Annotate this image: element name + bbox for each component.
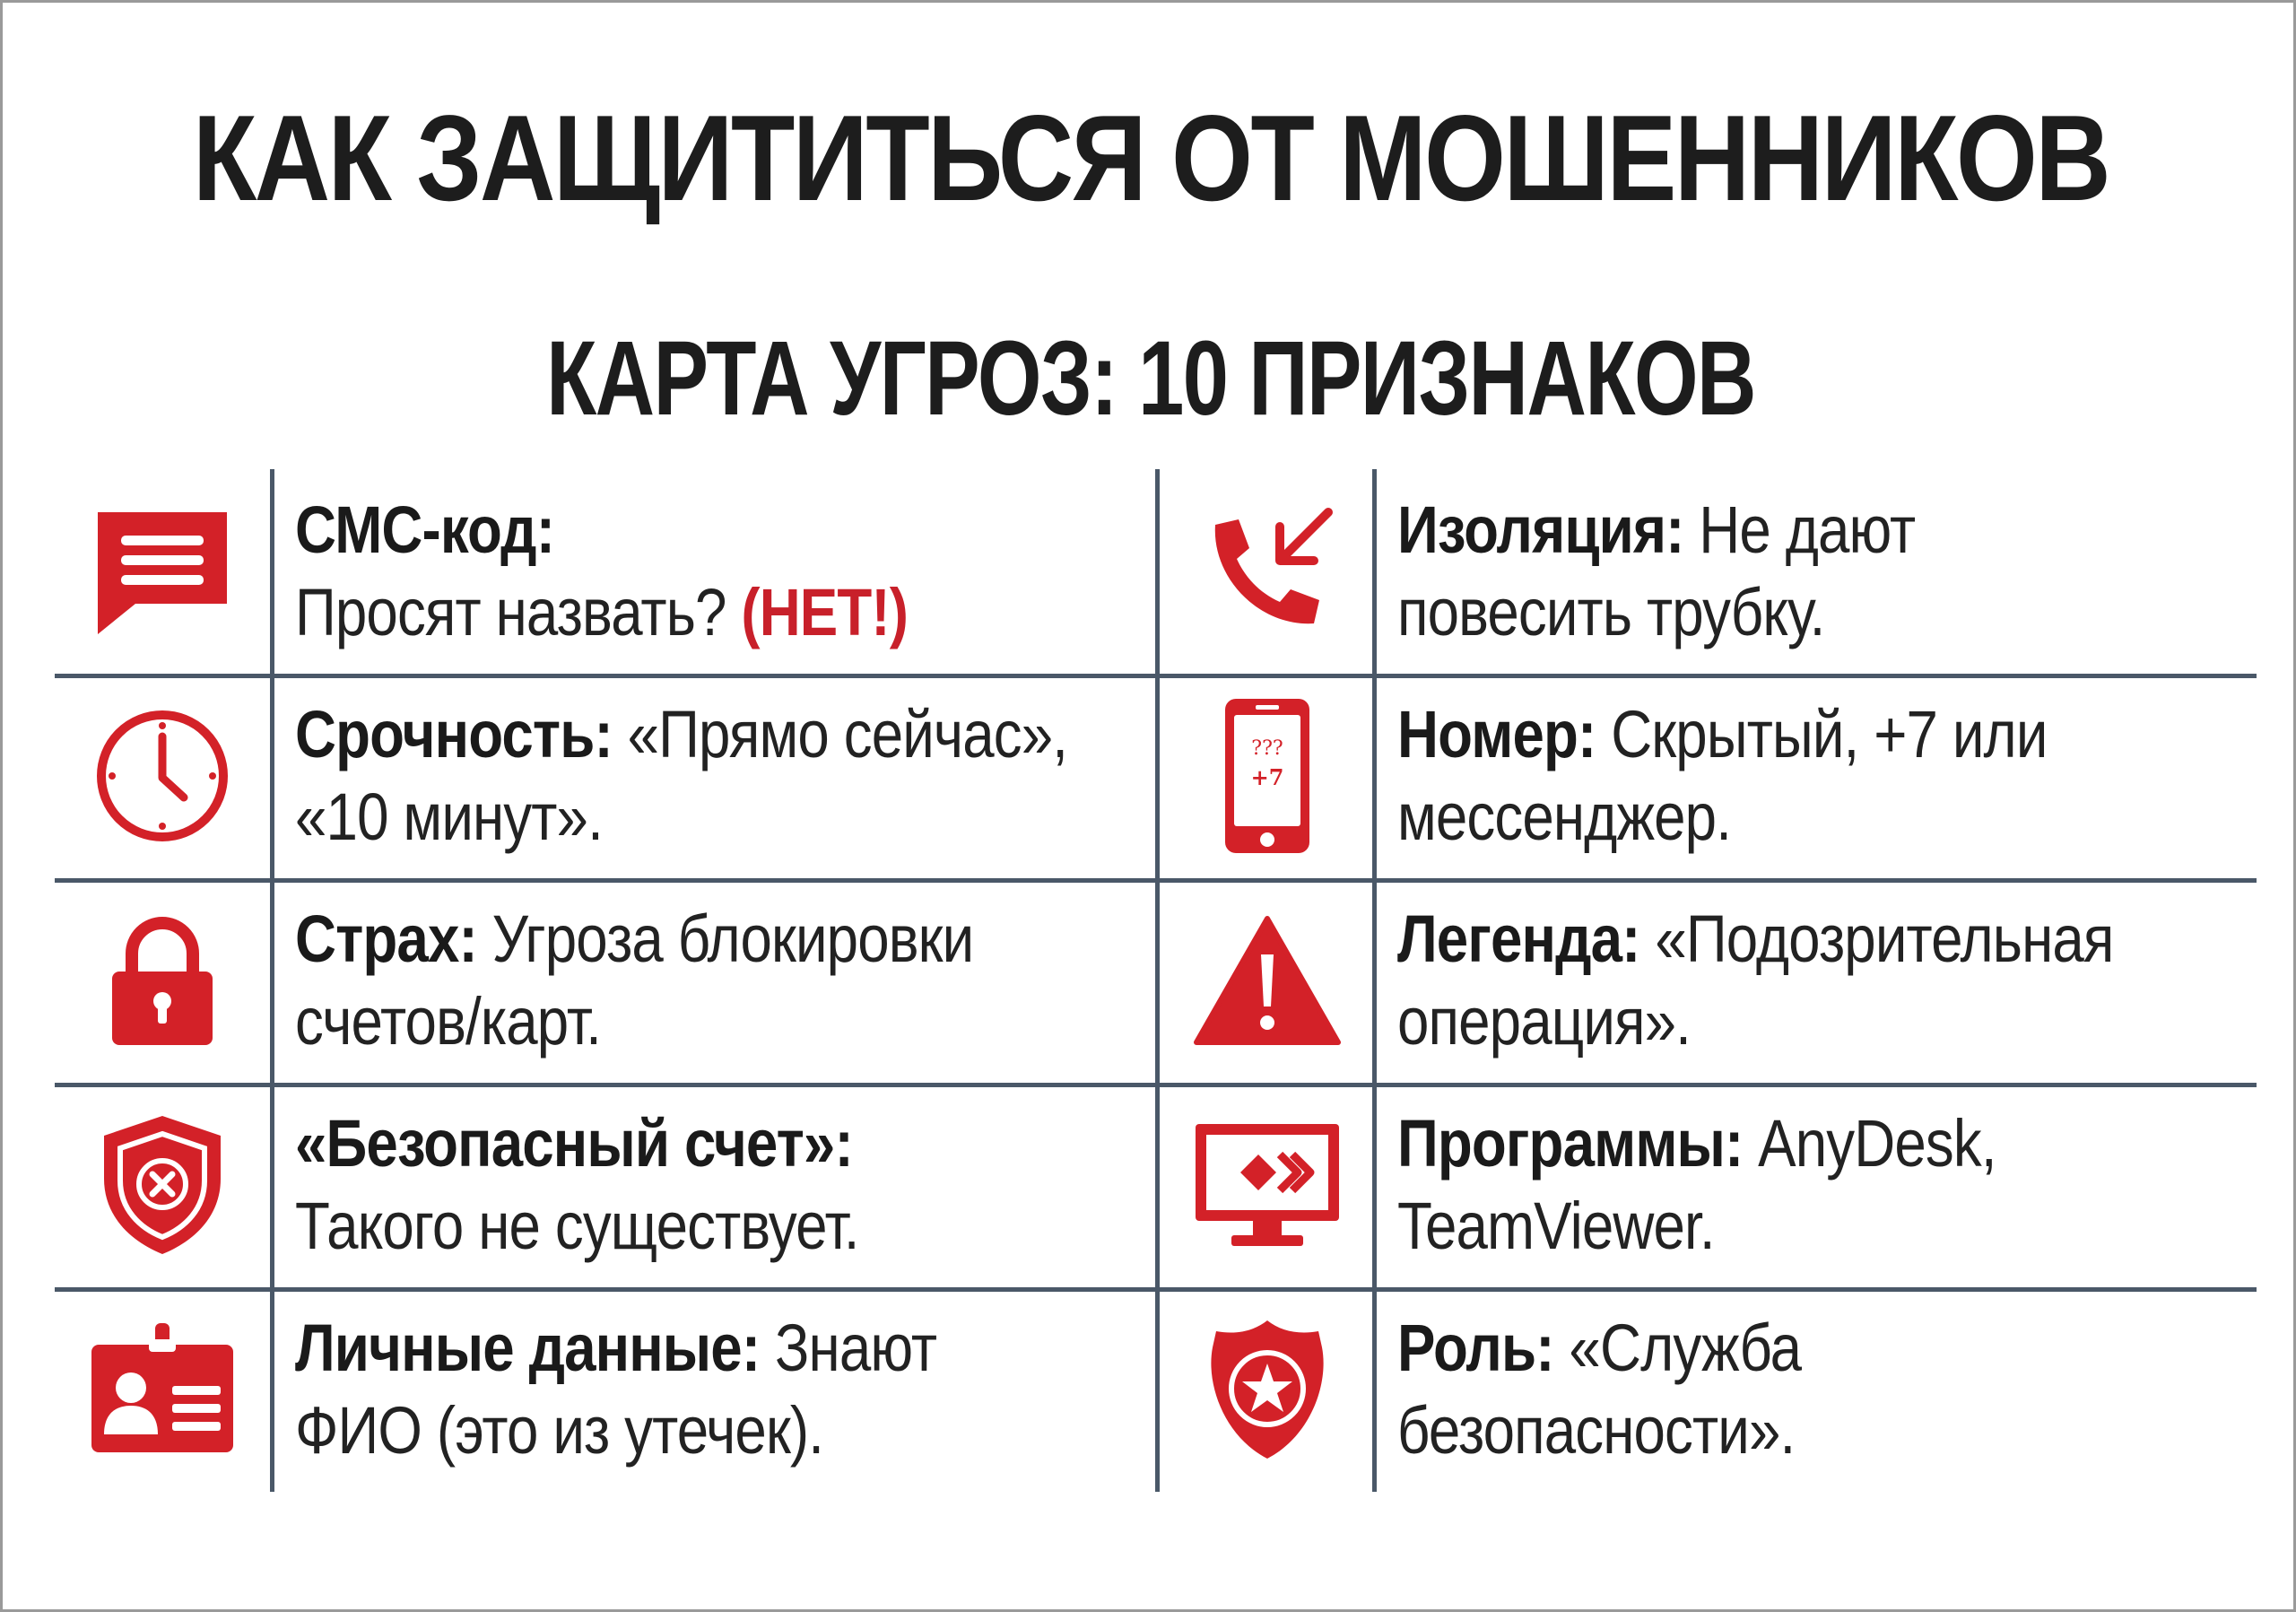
threat-line-2 xyxy=(1397,980,2130,1063)
unknown-number-label: ??? xyxy=(1251,737,1283,760)
threat-line-2 xyxy=(1397,1390,2130,1472)
threat-line-1 xyxy=(1397,1102,2130,1185)
threat-text: «Прямо сейчас», xyxy=(627,697,1068,771)
threat-text: «10 минут». xyxy=(295,780,603,854)
column-divider-left xyxy=(270,469,274,1492)
threat-text: TeamViewer. xyxy=(1397,1189,1715,1263)
threat-term: «Безопасный счет»: xyxy=(295,1106,853,1181)
threat-line-1 xyxy=(295,489,1028,571)
threat-text: операция». xyxy=(1397,984,1691,1059)
threat-term: СМС-код: xyxy=(295,492,555,567)
smartphone-unknown-number-icon xyxy=(1160,674,1375,878)
threat-line-2 xyxy=(295,1185,1028,1268)
police-badge-icon xyxy=(1160,1287,1375,1492)
remote-desktop-monitor-icon xyxy=(1160,1083,1375,1287)
threat-line-2 xyxy=(1397,571,2130,654)
threat-line-1 xyxy=(295,1102,1028,1185)
threat-line-2 xyxy=(295,1390,1028,1472)
threat-text: ФИО (это из утечек). xyxy=(295,1393,824,1468)
id-card-icon xyxy=(55,1287,270,1492)
threat-line-1 xyxy=(1397,898,2130,980)
threat-item-programs xyxy=(1397,1083,2249,1287)
threat-term: Роль: xyxy=(1397,1311,1554,1385)
sms-message-icon xyxy=(55,469,270,674)
threat-text: Угроза блокировки xyxy=(491,902,974,976)
threat-text: Скрытый, +7 или xyxy=(1611,697,2048,771)
threat-item-safe-account xyxy=(295,1083,1147,1287)
threat-line-2 xyxy=(295,571,1028,654)
warning-triangle-icon xyxy=(1160,878,1375,1083)
threat-line-1 xyxy=(1397,693,2130,776)
threat-text: «Подозрительная xyxy=(1655,902,2114,976)
threat-term: Программы: xyxy=(1397,1106,1744,1181)
threat-line-1 xyxy=(1397,489,2130,571)
threat-text: Просят назвать? xyxy=(295,575,726,649)
page-subtitle: КАРТА УГРОЗ: 10 ПРИЗНАКОВ xyxy=(546,319,1755,438)
threat-line-2 xyxy=(1397,1185,2130,1268)
threat-text: счетов/карт. xyxy=(295,984,601,1059)
threat-item-role xyxy=(1397,1287,2249,1492)
threat-item-isolation xyxy=(1397,469,2249,674)
threat-text: Знают xyxy=(774,1311,937,1385)
threat-text: «Служба xyxy=(1569,1311,1802,1385)
page-title: КАК ЗАЩИТИТЬСЯ ОТ МОШЕННИКОВ xyxy=(192,90,2109,226)
threat-item-sms-code xyxy=(295,469,1147,674)
threat-item-legend xyxy=(1397,878,2249,1083)
incoming-call-icon xyxy=(1160,469,1375,674)
threat-line-2 xyxy=(295,980,1028,1063)
threat-item-number xyxy=(1397,674,2249,878)
threat-text: Не дают xyxy=(1699,492,1916,567)
threat-text: повесить трубку. xyxy=(1397,575,1825,649)
threat-term: Личные данные: xyxy=(295,1311,761,1385)
threat-term: Страх: xyxy=(295,902,477,976)
threat-line-1 xyxy=(295,898,1028,980)
threat-text: Такого не существует. xyxy=(295,1189,859,1263)
threat-text: безопасности». xyxy=(1397,1393,1796,1468)
threat-line-2 xyxy=(1397,776,2130,858)
threat-text: AnyDesk, xyxy=(1758,1106,1996,1181)
threat-text: мессенджер. xyxy=(1397,780,1732,854)
threat-term: Срочность: xyxy=(295,697,613,771)
shield-cross-icon xyxy=(55,1083,270,1287)
threat-line-1 xyxy=(295,693,1068,776)
threat-table xyxy=(55,469,2257,1492)
threat-term: Изоляция: xyxy=(1397,492,1684,567)
threat-term: Легенда: xyxy=(1397,902,1640,976)
warning-no-label: (НЕТ!) xyxy=(741,575,909,649)
threat-line-1 xyxy=(295,1307,1028,1390)
clock-icon xyxy=(55,674,270,878)
padlock-icon xyxy=(55,878,270,1083)
threat-line-2 xyxy=(295,776,1028,858)
threat-item-personal-data xyxy=(295,1287,1147,1492)
country-code-label: +7 xyxy=(1250,764,1284,790)
threat-item-fear xyxy=(295,878,1147,1083)
threat-line-1 xyxy=(1397,1307,2130,1390)
threat-item-urgency xyxy=(295,674,1147,878)
threat-term: Номер: xyxy=(1397,697,1596,771)
